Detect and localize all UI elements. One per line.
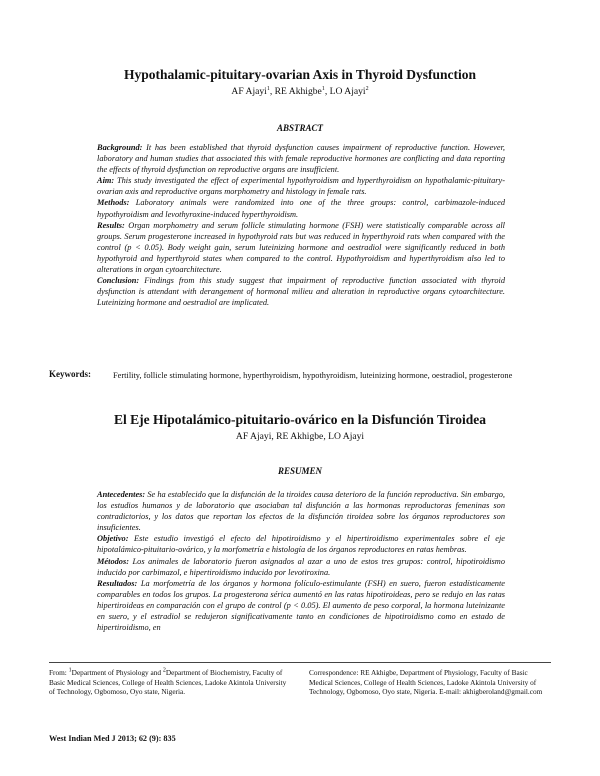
- abstract-background: Background: It has been established that thyroid dysfunction causes impairment of reproductive function. However, laboratory and human studies that associated this with female reproductive hormones are conflicting and data reporting the effects of thyroid dysfunction on reproductive organs are insufficient.: [97, 143, 505, 175]
- spanish-author-list: AF Ajayi, RE Akhigbe, LO Ajayi: [235, 431, 365, 442]
- author-name: RE Akhigbe: [274, 86, 322, 97]
- author-affiliation: 1: [266, 85, 270, 92]
- article-title: Hypothalamic-pituitary-ovarian Axis in Thyroid Dysfunction: [123, 67, 477, 82]
- footnote-divider: [49, 662, 551, 663]
- author-name: AF Ajayi: [231, 86, 267, 97]
- author-list: AF Ajayi$^1$, RE Akhigbe$^1$, LO Ajayi$^2$: [231, 85, 369, 97]
- abstract-body: [0, 142, 600, 308]
- abstract-aim: Aim: This study investigated the effect of experimental hypothyroidism and hyperthyroidism on hypothalamic-pituitary-ovarian axis and reproductive organs morphometry and histology in female rats.: [97, 176, 505, 197]
- resumen-objetivo: Objetivo: Este estudio investigó el efecto del hipotiroidismo y el hipertiroidismo experimentales sobre el eje hipotalámico-pituitario-ovárico, y la morfometría e histología de los órganos reproductores en ratas hembras.: [97, 534, 505, 555]
- resumen-heading: RESUMEN: [277, 466, 322, 476]
- resumen-resultados: Resultados: La morfometría de los órganos y hormona folículo-estimulante (FSH) en suero, fueron estadísticamente comparables en todos los grupos. La progesterona sérica aumentó en las ratas hipotiroideas, pero se redujo en las ratas hipertiroideas en comparación con el grupo de control (p < 0.05). El aumento de peso corporal, la hormona luteinizante en suero, y el estradiol se redujeron significativamente tanto en condiciones de hipotiroidismo como en estado de hipertiroidismo, en: [97, 578, 506, 633]
- resumen-metodos: Métodos: Los animales de laboratorio fueron asignados al azar a uno de estos tres grupos: control, hipotiroidismo inducido por carbimazol, e hipertiroidismo inducido por levotiroxina.: [97, 556, 505, 577]
- author-affiliation: 2: [365, 85, 369, 92]
- resumen-body: [0, 489, 600, 633]
- keywords-label: Keywords:: [49, 369, 91, 379]
- abstract-conclusion: Conclusion: Findings from this study suggest that impairment of reproductive function associated with thyroid dysfunction is attendant with derangement of hormonal milieu and alteration in reproductive organs cytoarchitecture. Luteinizing hormone and oestradiol are implicated.: [97, 276, 505, 308]
- abstract-heading: ABSTRACT: [276, 123, 323, 133]
- spanish-title: El Eje Hipotalámico-pituitario-ovárico en la Disfunción Tiroidea: [113, 412, 486, 427]
- author-name: LO Ajayi: [329, 86, 366, 97]
- correspondence-footnote: Correspondence: RE Akhigbe, Department of Physiology, Faculty of Basic Medical Sciences, College of Health Sciences, Ladoke Akintola University of Technology, Ogbomoso, Oyo state, Nigeria. E-mail: akhigberoland@gmail.com: [309, 668, 543, 697]
- resumen-antecedentes: Antecedentes: Se ha establecido que la disfunción de la tiroides causa deterioro de la función reproductiva. Sin embargo, los estudios humanos y de laboratorio que asociaban tal disfunción a las hormonas reproductoras femeninas son contradictorios, y los datos que reportan los efectos de la disfunción tiroidea sobre los órganos reproductores son insuficientes.: [97, 490, 506, 533]
- abstract-methods: Methods: Laboratory animals were randomized into one of the three groups: control, carbimazole-induced hypothyroidism and levothyroxine-induced hyperthyroidism.: [97, 198, 505, 219]
- author-affiliation: 1: [321, 85, 325, 92]
- abstract-results: Results: Organ morphometry and serum follicle stimulating hormone (FSH) were statistically comparable across all groups. Serum progesterone increased in hypothyroid rats but was reduced in hyperthyroid rats when compared with the control (p < 0.05). Body weight gain, serum luteinizing hormone and oestradiol were significantly reduced in both hypothyroid and hyperthyroid states when compared to the control. Hypothyroidism and hyperthyroidism also led to alterations in organ cytoarchitecture.: [97, 220, 505, 275]
- affiliation-footnote: From: $^1$Department of Physiology and $^2$Department of Biochemistry, Faculty of Basic Medical Sciences, College of Health Sciences, Ladoke Akintola University of Technology, Ogbomoso, Oyo state, Nigeria.: [49, 667, 287, 697]
- journal-reference: West Indian Med J 2013; 62 (9): 835: [49, 734, 176, 743]
- keywords-list: Fertility, follicle stimulating hormone, hyperthyroidism, hypothyroidism, luteinizing hormone, oestradiol, progesterone: [113, 371, 513, 380]
